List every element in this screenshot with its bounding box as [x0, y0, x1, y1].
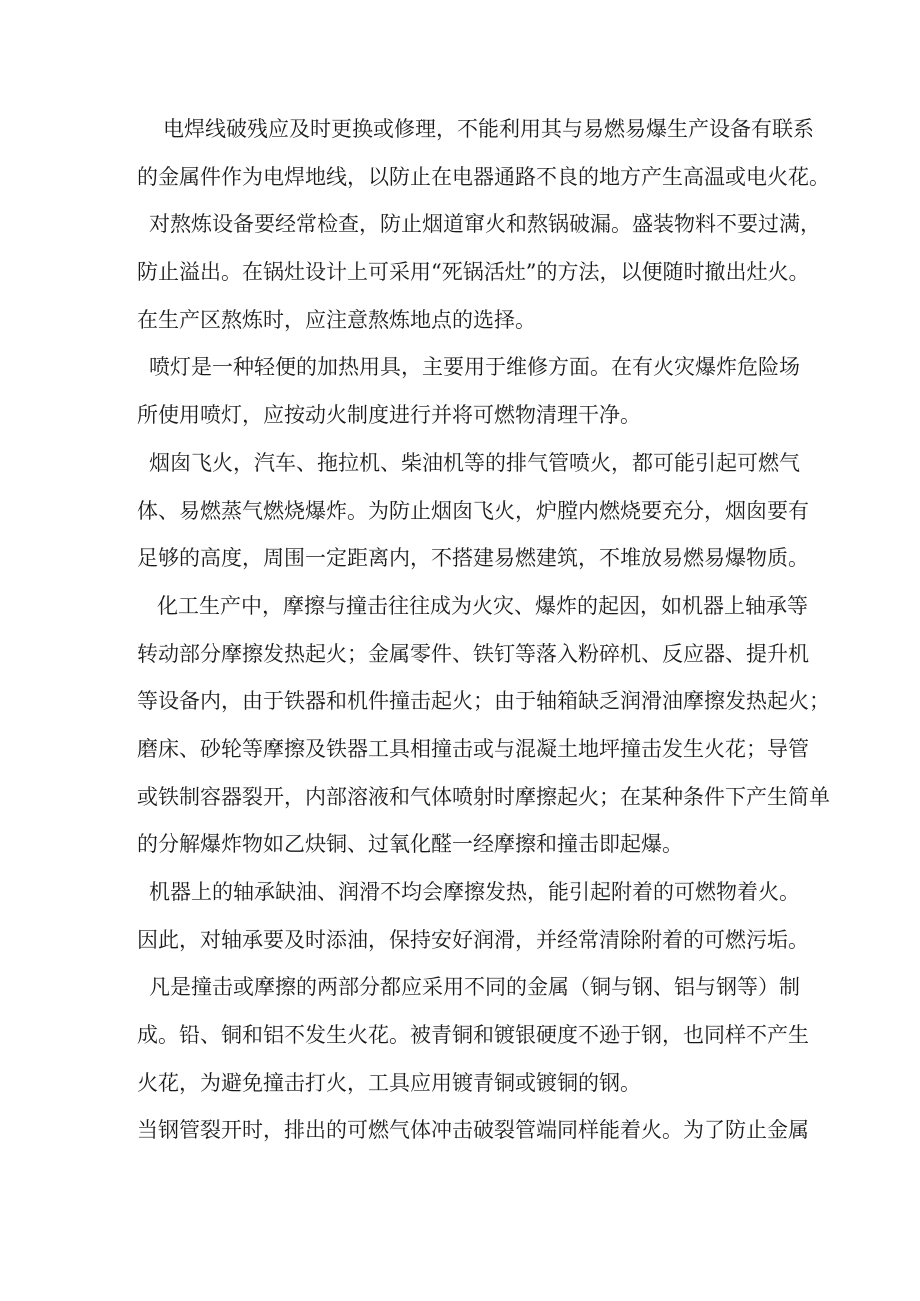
text-line: 烟囱飞火，汽车、拖拉机、柴油机等的排气管喷火，都可能引起可燃气	[149, 450, 800, 475]
text-line: 因此，对轴承要及时添油，保持安好润滑，并经常清除附着的可燃污垢。	[137, 927, 809, 952]
text-line: 机器上的轴承缺油、润滑不均会摩擦发热，能引起附着的可燃物着火。	[149, 880, 800, 904]
text-line: 成。铅、铜和铝不发生火花。被青铜和镀银硬度不逊于钢，也同样不产生	[137, 1023, 809, 1048]
text-line: 或铁制容器裂开，内部溶液和气体喷射时摩擦起火；在某种条件下产生简单	[137, 784, 830, 809]
text-line: 的分解爆炸物如乙炔铜、过氧化醛一经摩擦和撞击即起爆。	[137, 832, 683, 857]
text-line: 体、易燃蒸气燃烧爆炸。为防止烟囱飞火，炉膛内燃烧要充分，烟囱要有	[137, 498, 809, 523]
text-line: 磨床、砂轮等摩擦及铁器工具相撞击或与混凝土地坪撞击发生火花；导管	[137, 736, 809, 761]
text-line: 在生产区熬炼时，应注意熬炼地点的选择。	[137, 307, 536, 332]
document-body	[137, 106, 830, 1155]
text-line: 凡是撞击或摩擦的两部分都应采用不同的金属（铜与钢、铝与钢等）制	[149, 975, 800, 1000]
text-line: 转动部分摩擦发热起火；金属零件、铁钉等落入粉碎机、反应器、提升机	[137, 641, 809, 666]
text-line: 电焊线破残应及时更换或修理，不能利用其与易燃易爆生产设备有联系	[163, 117, 814, 141]
text-line: 的金属件作为电焊地线，以防止在电器通路不良的地方产生高温或电火花。	[137, 164, 830, 189]
text-line: 足够的高度，周围一定距离内，不搭建易燃建筑，不堆放易燃易爆物质。	[137, 546, 809, 571]
text-line: 当钢管裂开时，排出的可燃气体冲击破裂管端同样能着火。为了防止金属	[137, 1118, 809, 1143]
text-line: 化工生产中，摩擦与撞击往往成为火灾、爆炸的起因，如机器上轴承等	[157, 593, 808, 618]
text-line: 火花，为避免撞击打火，工具应用镀青铜或镀铜的钢。	[137, 1070, 641, 1095]
text-line: 所使用喷灯，应按动火制度进行并将可燃物清理干净。	[137, 403, 641, 428]
text-line: 喷灯是一种轻便的加热用具，主要用于维修方面。在有火灾爆炸危险场	[149, 355, 800, 380]
text-line: 等设备内，由于铁器和机件撞击起火；由于轴箱缺乏润滑油摩擦发热起火；	[137, 689, 830, 714]
text-line: 防止溢出。在锅灶设计上可采用“死锅活灶”的方法，以便随时撤出灶火。	[137, 260, 810, 285]
text-line: 对熬炼设备要经常检查，防止烟道窜火和熬锅破漏。盛装物料不要过满，	[149, 212, 821, 237]
